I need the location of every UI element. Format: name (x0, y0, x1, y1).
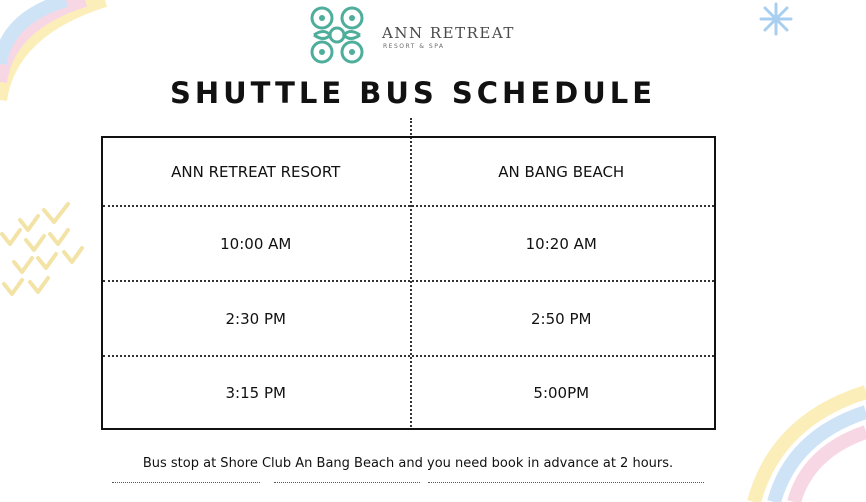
schedule-table (101, 136, 716, 430)
table-row (103, 207, 714, 281)
arrival-time: 5:00PM (533, 384, 590, 402)
table-header-row (103, 138, 714, 206)
departure-time: 2:30 PM (225, 310, 286, 328)
rainbow-bottom-right-decoration (746, 380, 866, 502)
table-row (103, 357, 714, 429)
booking-note: Bus stop at Shore Club An Bang Beach and you need book in advance at 2 hours. (142, 456, 674, 471)
star-decoration-icon (748, 0, 804, 40)
departure-time: 10:00 AM (220, 235, 292, 253)
table-row (103, 282, 714, 356)
logo-emblem-icon (302, 4, 372, 68)
arrival-time: 2:50 PM (531, 310, 592, 328)
brand-name: ANN RETREAT (382, 24, 515, 42)
note-underline (112, 482, 260, 483)
page-title: SHUTTLE BUS SCHEDULE (169, 76, 657, 110)
brand-logo (302, 4, 522, 64)
departure-time: 3:15 PM (225, 384, 286, 402)
header-destination: AN BANG BEACH (498, 163, 625, 181)
header-origin: ANN RETREAT RESORT (171, 163, 341, 181)
brand-tagline: RESORT & SPA (383, 43, 445, 50)
note-underline (428, 482, 704, 483)
note-underline (274, 482, 420, 483)
arrival-time: 10:20 AM (525, 235, 597, 253)
check-marks-decoration (0, 200, 100, 320)
